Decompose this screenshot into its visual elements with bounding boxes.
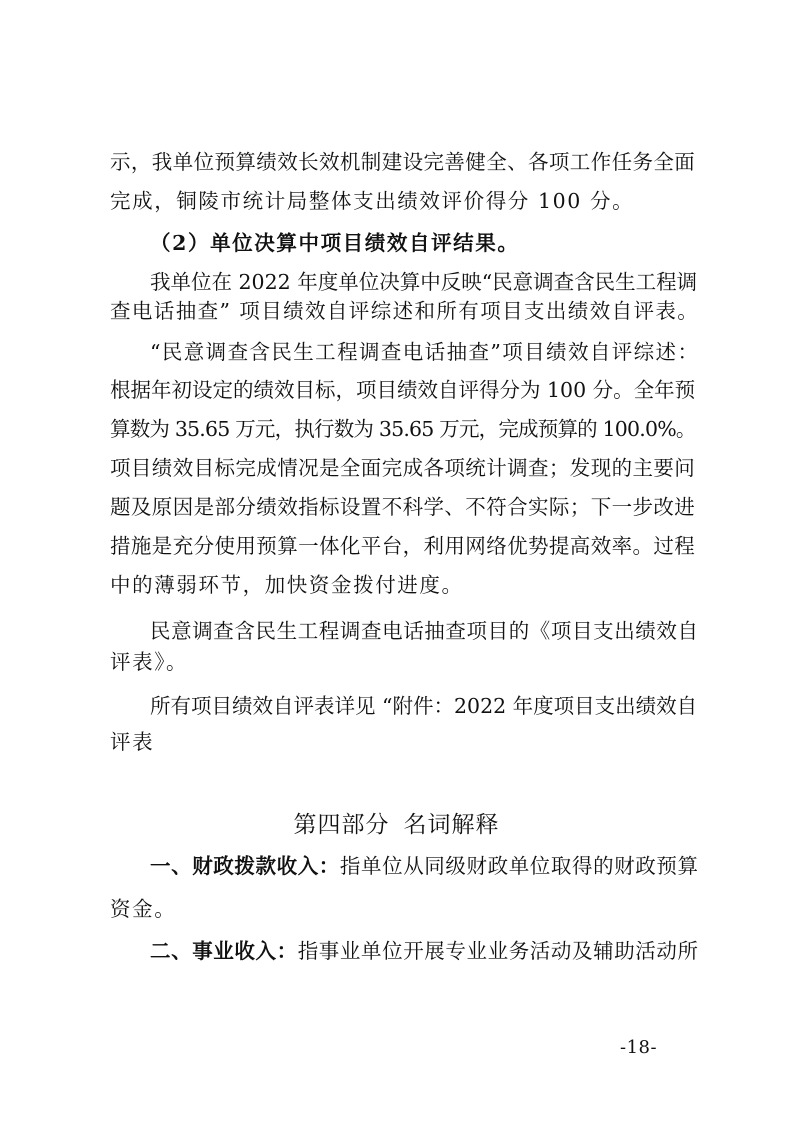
body-text-line: “民意调查含民生工程调查电话抽查”项目绩效自评综述： bbox=[150, 340, 700, 364]
body-text-line: 资金。 bbox=[110, 897, 177, 921]
term-definition-line bbox=[150, 937, 699, 965]
term-text: 指事业单位开展专业业务活动及辅助活动所 bbox=[297, 939, 699, 963]
body-text-line: 题及原因是部分绩效指标设置不科学、不符合实际；下一步改进 bbox=[110, 495, 696, 519]
section-title-name: 名词解释 bbox=[403, 812, 500, 838]
body-text-line: 措施是充分使用预算一体化平台，利用网络优势提高效率。过程 bbox=[110, 534, 696, 558]
body-text-line: 完成，铜陵市统计局整体支出绩效评价得分 100 分。 bbox=[110, 189, 635, 213]
subsection-heading: （2）单位决算中项目绩效自评结果。 bbox=[150, 231, 520, 255]
section-title-part: 第四部分 bbox=[293, 812, 390, 838]
term-text: 指单位从同级财政单位取得的财政预算 bbox=[339, 854, 699, 878]
term-definition-line bbox=[150, 852, 699, 880]
page-number: -18- bbox=[620, 1037, 658, 1058]
body-text-line: 评表》。 bbox=[110, 650, 189, 674]
section-title bbox=[0, 810, 793, 840]
body-text-line: 评表 bbox=[110, 730, 155, 754]
body-text-line: 民意调查含民生工程调查电话抽查项目的《项目支出绩效自 bbox=[150, 619, 699, 643]
body-text-line: 示，我单位预算绩效长效机制建设完善健全、各项工作任务全面 bbox=[110, 150, 696, 174]
term-label: 二、事业收入： bbox=[150, 939, 298, 963]
term-label: 一、财政拨款收入： bbox=[150, 854, 340, 878]
body-text-line: 算数为 35.65 万元，执行数为 35.65 万元，完成预算的 100.0%。 bbox=[110, 417, 696, 441]
body-text-line: 根据年初设定的绩效目标，项目绩效自评得分为 100 分。全年预 bbox=[110, 378, 696, 402]
body-text-line: 所有项目绩效自评表详见 “附件：2022 年度项目支出绩效自 bbox=[150, 694, 698, 718]
body-text-line: 我单位在 2022 年度单位决算中反映“民意调查含民生工程调 bbox=[150, 270, 698, 294]
body-text-line: 项目绩效目标完成情况是全面完成各项统计调查；发现的主要问 bbox=[110, 456, 696, 480]
body-text-line: 查电话抽查” 项目绩效自评综述和所有项目支出绩效自评表。 bbox=[110, 299, 700, 323]
body-text-line: 中的薄弱环节，加快资金拨付进度。 bbox=[110, 573, 464, 597]
